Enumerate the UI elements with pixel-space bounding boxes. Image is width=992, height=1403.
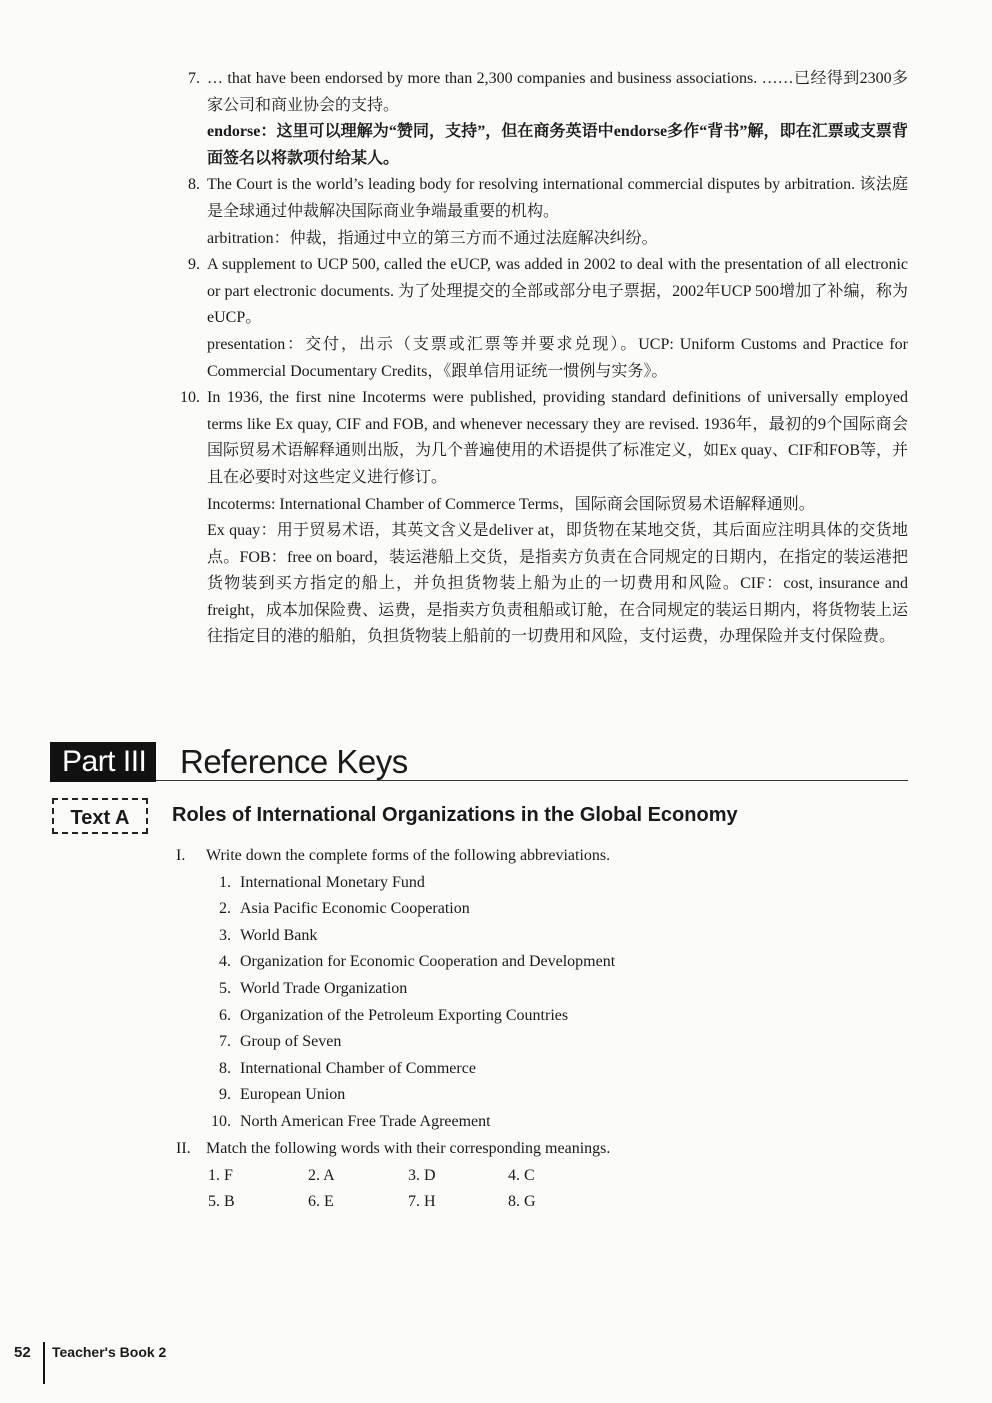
note-paragraph: In 1936, the first nine Incoterms were published, providing standard definitions of universally employed terms like Ex quay, CIF and FOB, and whenever necessary they are revised. 1936年，最初的9个国际商会国际贸易术语解释通则出版，为几个普遍使用的术语提供了标准定义，如Ex quay、CIF和FOB等，并且在必要时对这些定义进行修订。 [207, 389, 908, 486]
note-paragraph: Incoterms: International Chamber of Commerce Terms，国际商会国际贸易术语解释通则。 [207, 495, 815, 513]
instruction-text: Match the following words with their corresponding meanings. [206, 1140, 611, 1157]
footer-divider [43, 1342, 45, 1384]
roman-numeral: I. [176, 847, 186, 864]
key-row [208, 1189, 896, 1216]
answer-keys [176, 1163, 896, 1216]
key-cell: 2. A [308, 1166, 335, 1184]
note-number: 8. [188, 176, 200, 194]
note-paragraph: A supplement to UCP 500, called the eUCP, was added in 2002 to deal with the presentation of all electronic or part electronic documents. 为了处理提交的全部或部分电子票据，2002年UCP 500增加了补编，称为eUCP。 [207, 256, 908, 327]
list-item: 9. European Union [219, 1086, 346, 1104]
text-title: Roles of International Organizations in the Global Economy [172, 804, 738, 826]
note-paragraph: Ex quay：用于贸易术语，其英文含义是deliver at，即货物在某地交货，其后面应注明具体的交货地点。FOB：free on board，装运港船上交货，是指卖方负责在合同规定的日期内，在指定的装运港把货物装到买方指定的船上，并负担货物装上船为止的一切费用和风险。CIF：cost, insurance and freight，成本加保险费、运费，是指卖方负责租船或订舱，在合同规定的装运日期内，将货物装上运往指定目的港的船舶，负担货物装上船前的一切费用和风险，支付运费，办理保险并支付保险费。 [207, 522, 908, 646]
part-label: Part III [50, 742, 156, 782]
note-paragraph: endorse：这里可以理解为“赞同，支持”，但在商务英语中endorse多作“背书”解，即在汇票或支票背面签名以将款项付给某人。 [207, 123, 908, 167]
key-cell: 8. G [508, 1193, 536, 1211]
note-item [176, 66, 908, 172]
book-title: Teacher's Book 2 [52, 1344, 167, 1360]
part-title: Reference Keys [180, 743, 408, 780]
list-item: 6. Organization of the Petroleum Exporting Countries [219, 1006, 569, 1024]
key-cell: 6. E [308, 1193, 334, 1211]
list-item: 2. Asia Pacific Economic Cooperation [219, 900, 470, 918]
note-paragraph: presentation：交付，出示（支票或汇票等并要求兑现）。UCP: Uniform Customs and Practice for Commercial Documentary Credits，《跟单信用证统一惯例与实务》。 [207, 335, 908, 380]
note-number: 7. [188, 70, 200, 87]
notes-section [176, 66, 908, 651]
key-cell: 5. B [208, 1193, 235, 1211]
list-item: 10. North American Free Trade Agreement [211, 1112, 491, 1130]
text-tag: Text A [52, 798, 148, 834]
note-number: 9. [188, 256, 200, 274]
answer-list [176, 870, 896, 1136]
part-header [50, 742, 908, 781]
exercise-two [176, 1136, 896, 1216]
note-paragraph: The Court is the world’s leading body for resolving international commercial disputes by arbitration. 该法庭是全球通过仲裁解决国际商业争端最重要的机构。 [207, 176, 908, 220]
list-item: 4. Organization for Economic Cooperation and Development [219, 953, 616, 971]
list-item: 8. International Chamber of Commerce [219, 1059, 476, 1077]
note-item [176, 385, 908, 651]
exercise-instruction [176, 1136, 896, 1163]
roman-numeral: II. [176, 1140, 191, 1157]
list-item: 3. World Bank [219, 926, 318, 944]
note-item [176, 172, 908, 252]
exercise-one [176, 843, 896, 1136]
key-cell: 4. C [508, 1166, 535, 1184]
key-cell: 7. H [408, 1193, 436, 1211]
instruction-text: Write down the complete forms of the following abbreviations. [206, 847, 611, 864]
list-item: 1. International Monetary Fund [219, 873, 425, 891]
note-number: 10. [180, 389, 200, 407]
note-paragraph: … that have been endorsed by more than 2,300 companies and business associations. ……已经得到2300多家公司和商业协会的支持。 [207, 70, 908, 114]
note-paragraph: arbitration：仲裁，指通过中立的第三方而不通过法庭解决纠纷。 [207, 229, 658, 247]
exercise-instruction [176, 843, 896, 870]
list-item: 5. World Trade Organization [219, 979, 408, 997]
key-cell: 3. D [408, 1166, 436, 1184]
page-number: 52 [14, 1344, 31, 1361]
list-item: 7. Group of Seven [219, 1033, 342, 1051]
key-cell: 1. F [208, 1166, 233, 1184]
note-item [176, 252, 908, 385]
key-row [208, 1163, 896, 1190]
